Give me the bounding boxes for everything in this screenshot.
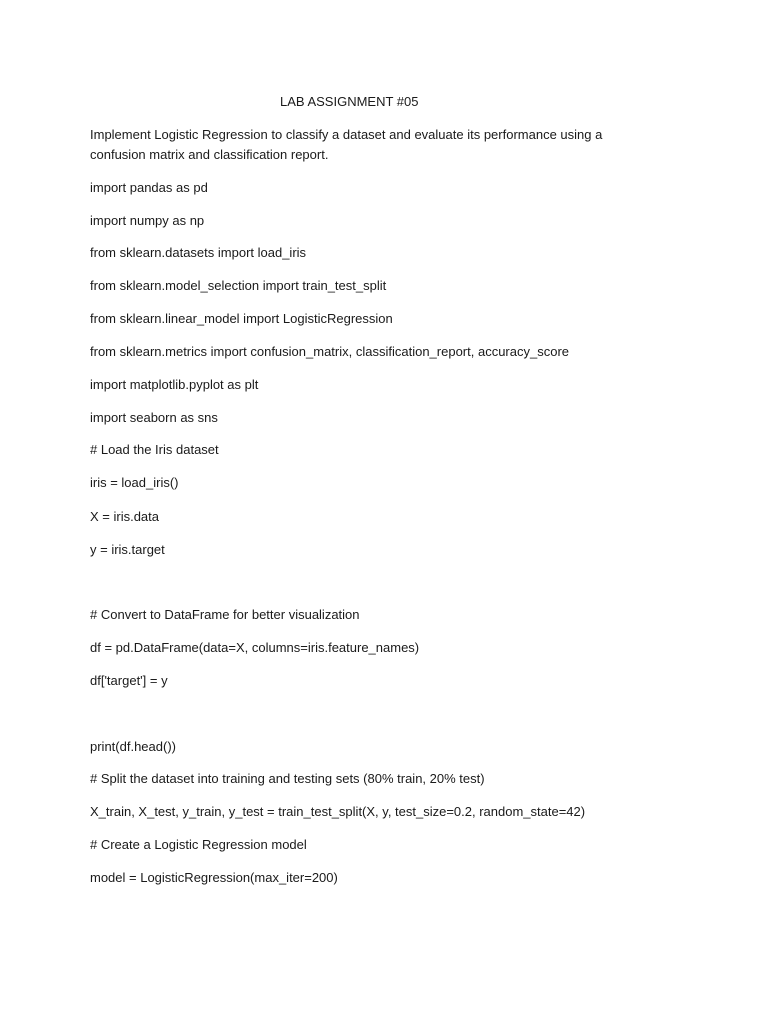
code-line: df['target'] = y — [90, 673, 168, 688]
code-comment: # Split the dataset into training and testing sets (80% train, 20% test) — [90, 771, 485, 786]
code-comment: # Convert to DataFrame for better visualization — [90, 607, 360, 622]
assignment-description: Implement Logistic Regression to classify a dataset and evaluate its performance using a confusion matrix and classification report. — [90, 127, 603, 162]
code-line: print(df.head()) — [90, 739, 176, 754]
code-line: from sklearn.metrics import confusion_matrix, classification_report, accuracy_score — [90, 344, 570, 359]
code-line: import seaborn as sns — [90, 410, 218, 425]
code-line: df = pd.DataFrame(data=X, columns=iris.feature_names) — [90, 640, 420, 655]
code-comment: # Create a Logistic Regression model — [90, 837, 307, 852]
code-line: from sklearn.model_selection import train_test_split — [90, 278, 387, 293]
code-line: import matplotlib.pyplot as plt — [90, 377, 259, 392]
code-line: y = iris.target — [90, 542, 165, 557]
code-line: model = LogisticRegression(max_iter=200) — [90, 870, 338, 885]
code-line: X_train, X_test, y_train, y_test = train_test_split(X, y, test_size=0.2, random_state=42) — [90, 804, 586, 819]
code-line: X = iris.data — [90, 509, 160, 524]
code-line: import numpy as np — [90, 213, 205, 228]
code-comment: # Load the Iris dataset — [90, 442, 219, 457]
code-line: from sklearn.linear_model import LogisticRegression — [90, 311, 393, 326]
document-title: LAB ASSIGNMENT #05 — [280, 94, 419, 109]
code-line: iris = load_iris() — [90, 475, 179, 490]
code-line: import pandas as pd — [90, 180, 208, 195]
code-line: from sklearn.datasets import load_iris — [90, 245, 307, 260]
